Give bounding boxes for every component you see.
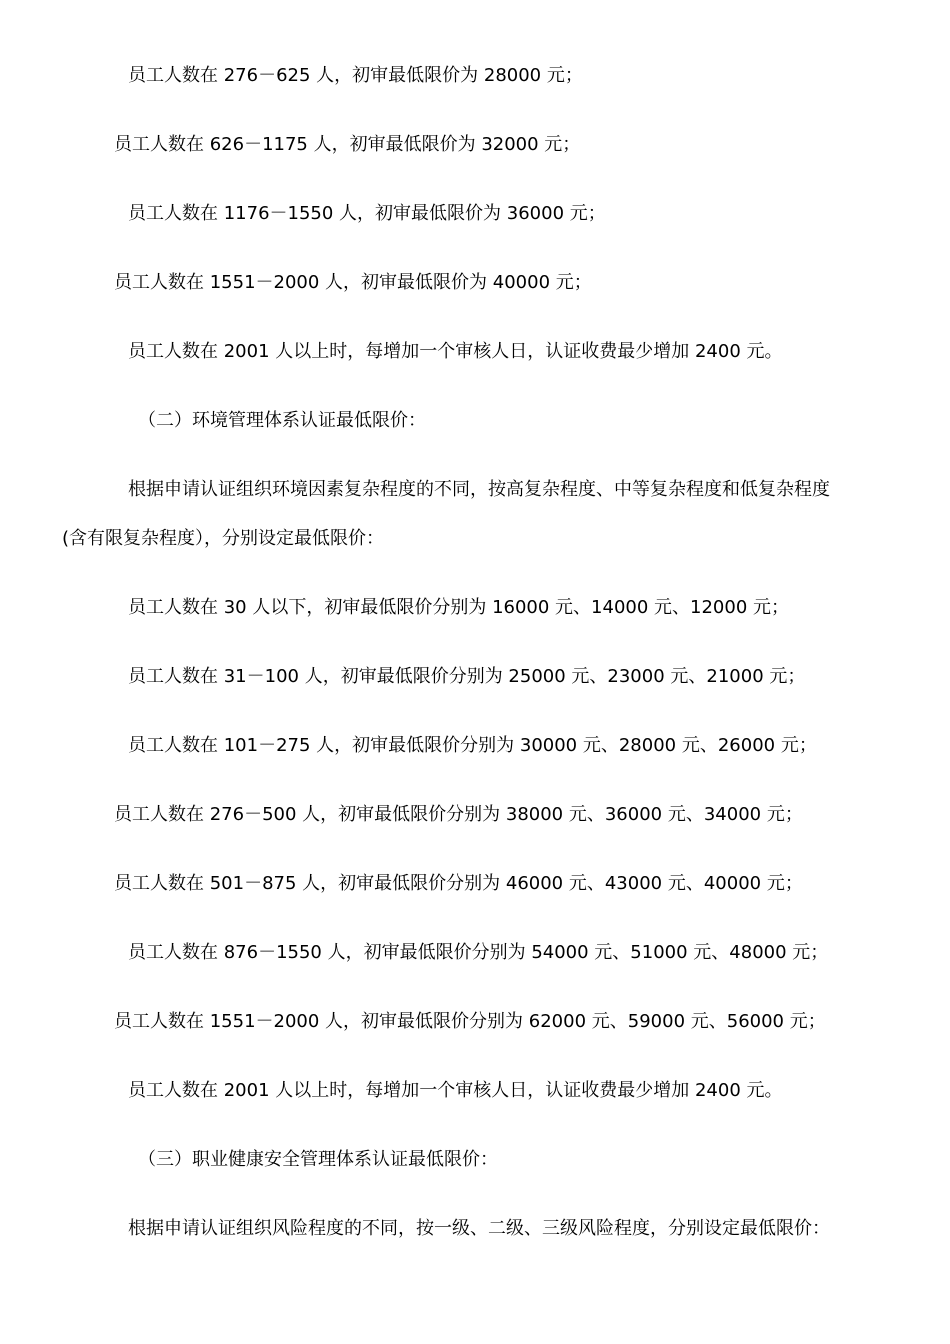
text-line-4: 员工人数在 1551－2000 人，初审最低限价为 40000 元；: [114, 272, 592, 293]
section-heading-3: （三）职业健康安全管理体系认证最低限价：: [138, 1149, 498, 1170]
text-line-10: 员工人数在 31－100 人，初审最低限价分别为 25000 元、23000 元、21000 元；: [128, 666, 806, 687]
text-line-16: 员工人数在 2001 人以上时，每增加一个审核人日，认证收费最少增加 2400 元。: [128, 1080, 783, 1101]
text-line-15: 员工人数在 1551－2000 人，初审最低限价分别为 62000 元、59000 元、56000 元；: [114, 1011, 826, 1032]
text-line-9: 员工人数在 30 人以下，初审最低限价分别为 16000 元、14000 元、12000 元；: [128, 597, 790, 618]
text-line-12: 员工人数在 276－500 人，初审最低限价分别为 38000 元、36000 元、34000 元；: [114, 804, 803, 825]
text-line-13: 员工人数在 501－875 人，初审最低限价分别为 46000 元、43000 元、40000 元；: [114, 873, 803, 894]
text-line-2: 员工人数在 626－1175 人，初审最低限价为 32000 元；: [114, 134, 581, 155]
text-line-18: 根据申请认证组织风险程度的不同，按一级、二级、三级风险程度，分别设定最低限价：: [128, 1218, 830, 1239]
text-line-8: (含有限复杂程度），分别设定最低限价：: [62, 528, 385, 549]
section-heading-2: （二）环境管理体系认证最低限价：: [138, 410, 426, 431]
text-line-11: 员工人数在 101－275 人，初审最低限价分别为 30000 元、28000 元、26000 元；: [128, 735, 817, 756]
text-line-7: 根据申请认证组织环境因素复杂程度的不同，按高复杂程度、中等复杂程度和低复杂程度: [128, 479, 830, 500]
text-line-1: 员工人数在 276－625 人，初审最低限价为 28000 元；: [128, 65, 583, 86]
text-line-14: 员工人数在 876－1550 人，初审最低限价分别为 54000 元、51000 元、48000 元；: [128, 942, 829, 963]
text-line-3: 员工人数在 1176－1550 人，初审最低限价为 36000 元；: [128, 203, 606, 224]
text-line-5: 员工人数在 2001 人以上时，每增加一个审核人日，认证收费最少增加 2400 元。: [128, 341, 783, 362]
